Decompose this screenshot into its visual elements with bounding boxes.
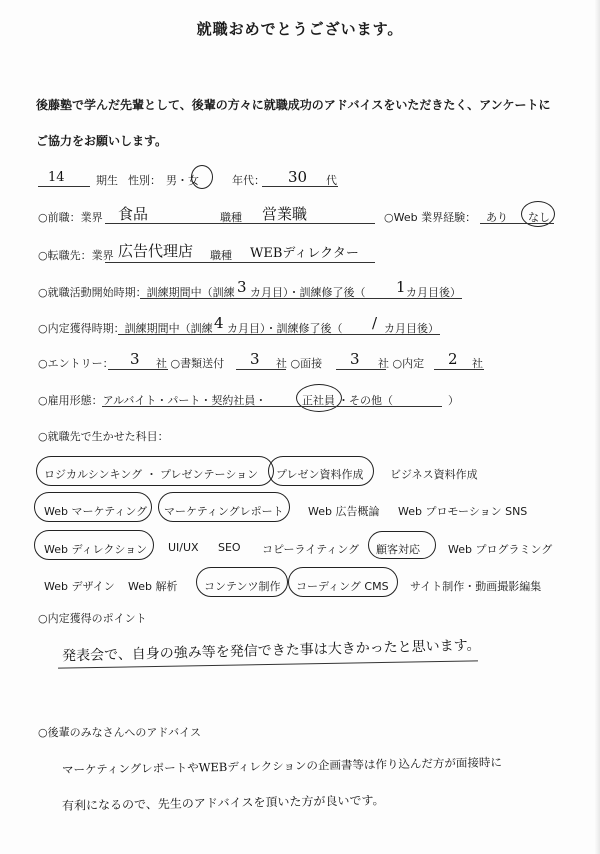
employment-label: ○雇用形態：アルバイト・パート・契約社員・ bbox=[38, 394, 267, 407]
skill-web-design: Web デザイン bbox=[44, 580, 115, 593]
age-value: 30 bbox=[288, 168, 308, 186]
skill-circle-coding-cms bbox=[288, 567, 398, 597]
skill-presentation: プレゼンテーション bbox=[160, 468, 259, 481]
new-industry: 広告代理店 bbox=[118, 242, 194, 260]
skill-web-ads: Web 広告概論 bbox=[308, 505, 380, 518]
skill-circle-customer-service bbox=[368, 531, 436, 559]
skill-coding-cms: コーディング CMS bbox=[296, 580, 389, 593]
new-job-label: ○転職先：業界 bbox=[38, 249, 114, 262]
advice-heading: ○後輩のみなさんへのアドバイス bbox=[38, 726, 202, 739]
gender-selected-circle bbox=[191, 165, 213, 189]
hunt-start-label: ○就職活動開始時期：訓練期間中（訓練 bbox=[38, 286, 235, 299]
prev-industry: 食品 bbox=[118, 205, 149, 223]
prev-role-label: 職種 bbox=[220, 211, 242, 224]
entry-value: 3 bbox=[130, 350, 140, 368]
skills-heading: ○就職先で生かせた科目： bbox=[38, 430, 169, 443]
employment-underline bbox=[102, 406, 442, 407]
skill-circle-marketing-report bbox=[158, 492, 290, 522]
skill-seo: SEO bbox=[218, 541, 241, 554]
skill-copywriting: コピーライティング bbox=[262, 543, 360, 556]
prev-underline bbox=[105, 223, 375, 224]
hunt-start-mid: カ月目）・訓練修了後（ bbox=[250, 286, 366, 299]
skill-dot: ・ bbox=[146, 468, 157, 481]
skill-circle-presentation-docs bbox=[268, 456, 374, 486]
skill-web-promotion: Web プロモーション SNS bbox=[398, 505, 528, 518]
term-label: 期生 bbox=[96, 174, 118, 187]
offer-point-heading: ○内定獲得のポイント bbox=[38, 612, 147, 625]
skill-circle-web-marketing bbox=[34, 492, 152, 522]
employment-selected: 正社員 bbox=[302, 394, 335, 407]
employment-rest: ・その他（ ） bbox=[338, 394, 459, 407]
web-exp-yes: あり bbox=[486, 211, 508, 224]
skill-circle-content-creation bbox=[196, 567, 288, 597]
age-label: 年代： bbox=[232, 174, 265, 187]
skill-business-docs: ビジネス資料作成 bbox=[390, 468, 478, 481]
offer-time-months-in: 4 bbox=[214, 314, 224, 332]
offer-time-end: カ月目後） bbox=[384, 322, 439, 335]
advice-line-1: マーケティングレポートやWEBディレクションの企画書等は作り込んだ方が面接時に bbox=[61, 755, 502, 777]
web-exp-underline bbox=[480, 223, 554, 224]
age-suffix: 代 bbox=[326, 174, 337, 187]
skill-customer-service: 顧客対応 bbox=[376, 543, 420, 556]
skill-site-video: サイト制作・動画撮影編集 bbox=[410, 580, 542, 593]
intro-line-1: 後藤塾で学んだ先輩として、後輩の方々に就職成功のアドバイスをいただきたく、アンケートに bbox=[36, 98, 551, 112]
skill-web-programming: Web プログラミング bbox=[448, 543, 553, 556]
hunt-start-underline bbox=[140, 298, 462, 299]
offer-time-label: ○内定獲得時期：訓練期間中（訓練 bbox=[38, 322, 213, 335]
docs-label: 社 ○書類送付 bbox=[156, 357, 225, 370]
offer-time-underline bbox=[118, 334, 440, 335]
offer-time-mid: カ月目）・訓練修了後（ bbox=[227, 322, 343, 335]
offer-point-answer: 発表会で、自身の強み等を発信できた事は大きかったと思います。 bbox=[61, 637, 481, 665]
offer-value: 2 bbox=[448, 350, 458, 368]
term-value: 14 bbox=[48, 170, 65, 185]
hunt-start-months-in: 3 bbox=[237, 278, 247, 296]
skill-uiux: UI/UX bbox=[168, 541, 199, 554]
skill-presentation-docs: プレゼン資料作成 bbox=[276, 468, 364, 481]
skill-web-analytics: Web 解析 bbox=[128, 580, 178, 593]
new-role-label: 職種 bbox=[210, 249, 232, 262]
gender-options: 男・女 bbox=[166, 174, 199, 187]
hunt-start-months-after: 1 bbox=[396, 278, 406, 296]
scan-edge bbox=[594, 0, 600, 854]
skill-logical-thinking: ロジカルシンキング bbox=[44, 468, 143, 481]
interview-label: 社 ○面接 bbox=[276, 357, 323, 370]
page-title: 就職おめでとうございます。 bbox=[196, 20, 404, 38]
skill-content-creation: コンテンツ制作 bbox=[204, 580, 281, 593]
docs-value: 3 bbox=[250, 350, 260, 368]
offer-label: 社 ○内定 bbox=[378, 357, 425, 370]
intro-line-2: ご協力をお願いします。 bbox=[36, 134, 168, 148]
web-exp-no: なし bbox=[528, 211, 550, 224]
interview-value: 3 bbox=[350, 350, 360, 368]
skill-web-marketing: Web マーケティング bbox=[44, 505, 148, 518]
new-role: WEBディレクター bbox=[250, 246, 359, 261]
offer-unit: 社 bbox=[472, 357, 483, 370]
skill-circle-web-direction bbox=[34, 530, 154, 560]
offer-time-months-after: / bbox=[372, 314, 378, 332]
term-underline bbox=[38, 186, 90, 187]
new-underline bbox=[105, 262, 375, 263]
prev-job-label: ○前職：業界 bbox=[38, 211, 103, 224]
hunt-start-end: カ月目後） bbox=[406, 286, 461, 299]
skill-web-direction: Web ディレクション bbox=[44, 543, 148, 556]
employment-selected-circle bbox=[296, 384, 342, 412]
web-exp-label: ○Web 業界経験： bbox=[384, 211, 477, 224]
skill-marketing-report: マーケティングレポート bbox=[164, 505, 284, 518]
advice-line-2: 有利になるので、先生のアドバイスを頂いた方が良いです。 bbox=[61, 793, 385, 813]
entry-label: ○エントリー： bbox=[38, 357, 114, 370]
gender-label: 性別： bbox=[128, 174, 161, 187]
prev-role: 営業職 bbox=[262, 205, 308, 223]
